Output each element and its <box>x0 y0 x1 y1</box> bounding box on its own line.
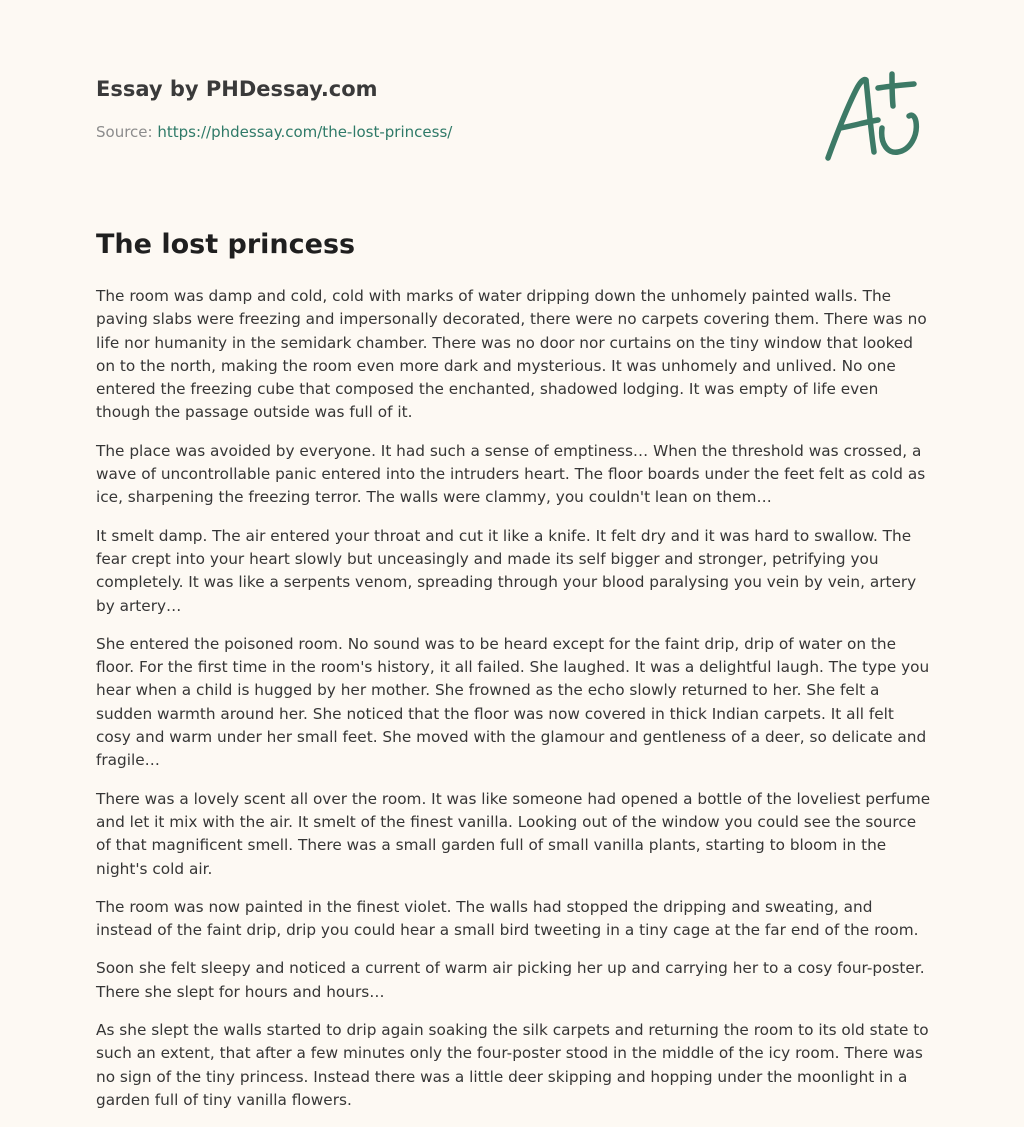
essay-body <box>96 285 932 1127</box>
essay-paragraph-3: It smelt damp. The air entered your throat and cut it like a knife. It felt dry and it was hard to swallow. The fear crept into your heart slowly but unceasingly and made its self bigger and stronger, petrifying you completely. It was like a serpents venom, spreading through your blood paralysing you vein by vein, artery by artery… <box>96 526 917 615</box>
source-label: Source: <box>96 123 158 141</box>
page-header <box>96 74 452 142</box>
essay-paragraph-6: The room was now painted in the finest violet. The walls had stopped the dripping and sweating, and instead of the faint drip, drip you could hear a small bird tweeting in a tiny cage at the far end of the room. <box>96 897 919 940</box>
essay-paragraph-7: Soon she felt sleepy and noticed a current of warm air picking her up and carrying her to a cosy four-poster. There she slept for hours and hours… <box>96 959 925 1001</box>
essay-paragraph-8: As she slept the walls started to drip again soaking the silk carpets and returning the room to its old state to such an extent, that after a few minutes only the four-poster stood in the middle of the icy room. There was no sign of the tiny princess. Instead there was a little deer skipping and hopping under the moonlight in a garden full of tiny vanilla flowers. <box>96 1021 929 1109</box>
essay-paragraph-4: She entered the poisoned room. No sound was to be heard except for the faint drip, drip of water on the floor. For the first time in the room's history, it all failed. She laughed. It was a delightful laugh. The type you hear when a child is hugged by her mother. She frowned as the echo slowly returned to her. She felt a sudden warmth around her. She noticed that the floor was now covered in thick Indian carpets. It all felt cosy and warm under her small feet. She moved with the glamour and gentleness of a deer, so delicate and fragile… <box>96 634 930 770</box>
source-line <box>96 122 452 142</box>
essay-paragraph-1: The room was damp and cold, cold with marks of water dripping down the unhomely painted walls. The paving slabs were freezing and impersonally decorated, there were no carpets covering them. There was no life nor humanity in the semidark chamber. There was no door nor curtains on the tiny window that looked on to the north, making the room even more dark and mysterious. It was unhomely and unlived. No one entered the freezing cube that composed the enchanted, shadowed lodging. It was empty of life even though the passage outside was full of it. <box>96 287 927 422</box>
source-link[interactable]: https://phdessay.com/the-lost-princess/ <box>157 123 453 141</box>
essay-paragraph-2: The place was avoided by everyone. It had such a sense of emptiness… When the threshold was crossed, a wave of uncontrollable panic entered into the intruders heart. The floor boards under the feet felt as cold as ice, sharpening the freezing terror. The walls were clammy, you couldn't lean on them… <box>96 441 926 507</box>
a-plus-grade-logo-icon <box>822 66 930 166</box>
essay-title: The lost princess <box>96 229 356 260</box>
essay-paragraph-5: There was a lovely scent all over the room. It was like someone had opened a bottle of the loveliest perfume and let it mix with the air. It smelt of the finest vanilla. Looking out of the window you could see the source of that magnificent smell. There was a small garden full of small vanilla plants, starting to bloom in the night's cold air. <box>96 789 931 878</box>
site-title: Essay by PHDessay.com <box>96 77 378 101</box>
